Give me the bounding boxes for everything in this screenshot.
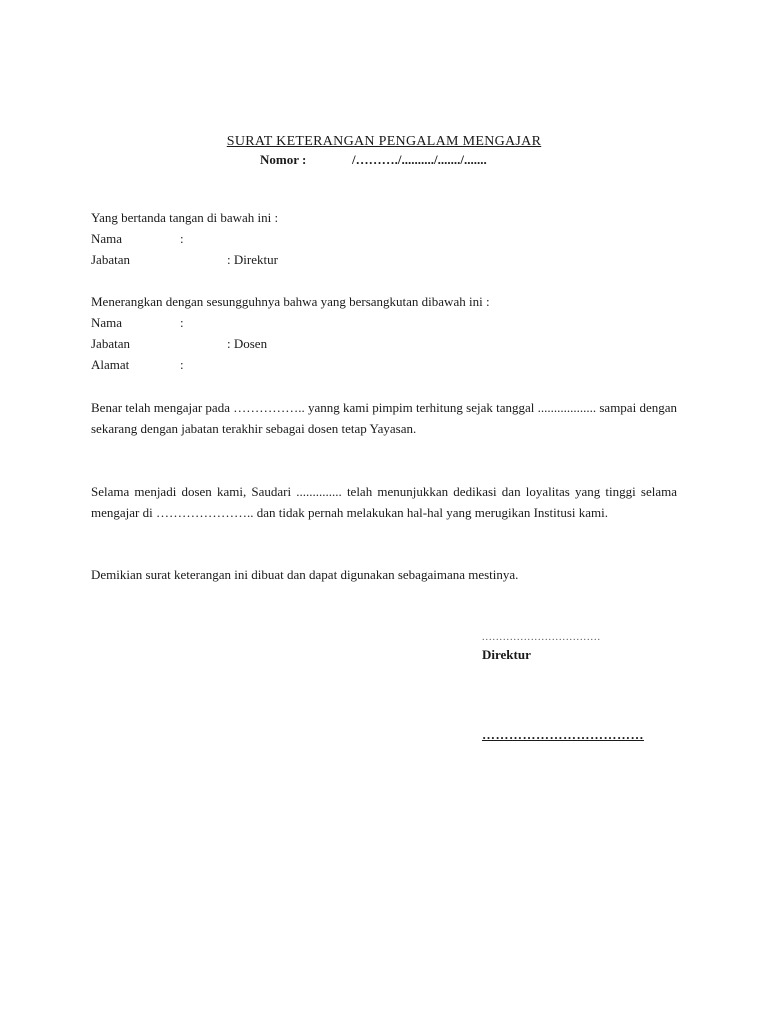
signer-position-value: : Direktur (227, 252, 278, 267)
subject-position-value: : Dosen (227, 336, 268, 351)
closing-text: Demikian surat keterangan ini dibuat dan dapat digunakan sebagaimana mestinya. (91, 567, 519, 582)
signature-title: Direktur (482, 647, 531, 662)
signer-name-label: Nama (91, 231, 123, 246)
nomor-label: Nomor : (260, 152, 307, 167)
subject-address-label: Alamat (91, 357, 130, 372)
signer-position-label: Jabatan (91, 252, 130, 267)
signature-name: ……………………………… (482, 727, 644, 742)
subject-name-colon: : (180, 315, 184, 330)
statement-text: Menerangkan dengan sesungguhnya bahwa yang bersangkutan dibawah ini : (91, 294, 490, 309)
signer-name-colon: : (180, 231, 184, 246)
subject-address-colon: : (180, 357, 184, 372)
subject-position-label: Jabatan (91, 336, 130, 351)
intro-text: Yang bertanda tangan di bawah ini : (91, 210, 279, 225)
subject-name-label: Nama (91, 315, 123, 330)
document-title: SURAT KETERANGAN PENGALAM MENGAJAR (226, 134, 542, 149)
paragraph-teaching: Benar telah mengajar pada …………….. yanng kami pimpim terhitung sejak tanggal .................. sampai dengan sekarang dengan jabatan terakhir sebagai dosen tetap Yayasan. (91, 400, 677, 436)
paragraph-dedication: Selama menjadi dosen kami, Saudari .............. telah menunjukkan dedikasi dan loyalitas yang tinggi selama mengajar di ………………….. dan tidak pernah melakukan hal-hal yang merugikan Institusi kami. (91, 484, 677, 520)
nomor-line (260, 152, 487, 168)
nomor-value: /………./........../......./....... (352, 152, 487, 167)
signature-place-date: .................................. (482, 632, 601, 643)
